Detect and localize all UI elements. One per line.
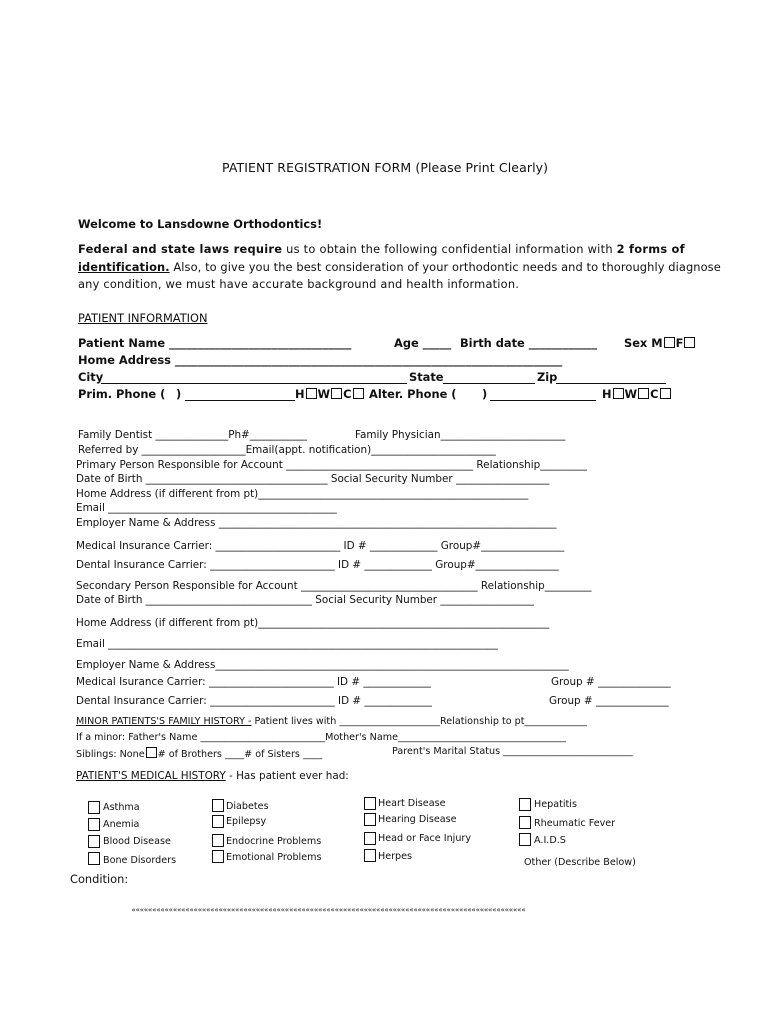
condition-line[interactable]: _««««««««««««««««««««««««««««««««««««««««««««««««««««««««««««««««««««««««««««««««««««««««««««««« [128, 906, 526, 914]
intro-line-3: any condition, we must have accurate background and health information. [78, 277, 520, 291]
epilepsy-label: Epilepsy [226, 816, 267, 827]
endocrine-problems-checkbox[interactable] [212, 834, 224, 847]
prim-h-label: H [295, 387, 305, 401]
sex-field [624, 337, 696, 349]
other-label: Other (Describe Below) [524, 857, 636, 868]
state-label: State [409, 370, 444, 384]
hepatitis-checkbox[interactable] [519, 798, 531, 811]
rheumatic-fever-label: Rheumatic Fever [534, 818, 616, 829]
alter-phone-paren: ) [482, 387, 488, 401]
medical-carrier-1-field[interactable]: Medical Insurance Carrier: ________________________ ID # _____________ Group#________________ [76, 540, 565, 552]
sex-label: Sex [624, 336, 648, 350]
age-field[interactable]: Age _____ [394, 336, 452, 350]
siblings-count-field[interactable]: # of Brothers ____# of Sisters ____ [157, 749, 323, 760]
anemia-label: Anemia [103, 819, 140, 830]
head-face-injury-label: Head or Face Injury [378, 833, 472, 844]
primary-responsible-field[interactable]: Primary Person Responsible for Account ____________________________________ Relationship_________ [76, 459, 587, 471]
emotional-problems-label: Emotional Problems [226, 852, 322, 863]
herpes-label: Herpes [378, 851, 413, 862]
home-address-field[interactable]: Home Address ____________________________________________________________________ [78, 353, 563, 367]
aids-label: A.I.D.S [534, 835, 566, 846]
herpes-checkbox[interactable] [364, 849, 376, 862]
dental-carrier-2-field[interactable]: Dental Insurance Carrier: ________________________ ID # _____________ [76, 695, 432, 707]
condition-label: Condition: [70, 872, 129, 886]
city-label: City [78, 370, 104, 384]
secondary-employer-field[interactable]: Employer Name & Address____________________________________________________________________ [76, 659, 569, 671]
siblings-line [76, 747, 322, 760]
birth-date-field[interactable]: Birth date ____________ [460, 336, 598, 350]
welcome-heading: Welcome to Lansdowne Orthodontics! [78, 217, 323, 231]
primary-email-field[interactable]: Email ____________________________________________ [76, 502, 337, 514]
blood-disease-checkbox[interactable] [88, 835, 100, 848]
parents-name-field[interactable]: If a minor: Father's Name __________________________Mother's Name___________________________________ [76, 732, 566, 743]
minor-history-heading: MINOR PATIENTS'S FAMILY HISTORY - [76, 716, 252, 727]
alter-w-label: W [624, 387, 638, 401]
intro-lead: Federal and state laws require [78, 242, 283, 256]
secondary-email-field[interactable]: Email ___________________________________________________________________________ [76, 638, 498, 650]
heart-disease-checkbox[interactable] [364, 797, 376, 810]
alter-phone-line[interactable] [490, 400, 596, 401]
prim-phone-label: Prim. Phone ( [78, 387, 166, 401]
alter-c-checkbox[interactable] [660, 388, 671, 399]
alter-c-label: C [650, 387, 659, 401]
prim-w-label: W [317, 387, 331, 401]
alter-h-label: H [602, 387, 612, 401]
zip-label: Zip [537, 370, 558, 384]
siblings-none-label: Siblings: None [76, 749, 145, 760]
hearing-disease-label: Hearing Disease [378, 814, 457, 825]
prim-c-checkbox[interactable] [353, 388, 364, 399]
sex-f-checkbox[interactable] [684, 337, 695, 348]
primary-dob-field[interactable]: Date of Birth ___________________________________ Social Security Number __________________ [76, 473, 550, 485]
prim-phone-paren: ) [176, 387, 182, 401]
prim-w-checkbox[interactable] [331, 388, 342, 399]
primary-employer-field[interactable]: Employer Name & Address _________________________________________________________________ [76, 517, 557, 529]
hearing-disease-checkbox[interactable] [364, 813, 376, 826]
medical-carrier-2-field[interactable]: Medical Isurance Carrier: ________________________ ID # _____________ [76, 676, 431, 688]
patient-info-heading: PATIENT INFORMATION [78, 311, 208, 325]
lives-with-field[interactable]: Patient lives with _____________________Relationship to pt_____________ [251, 716, 587, 727]
bone-disorders-label: Bone Disorders [103, 855, 177, 866]
alter-phone-type [602, 388, 672, 400]
family-dentist-field[interactable]: Family Dentist ______________Ph#___________ [78, 429, 307, 441]
alter-h-checkbox[interactable] [613, 388, 624, 399]
marital-status-field[interactable]: Parent's Marital Status ___________________________ [392, 746, 633, 757]
zip-line[interactable] [556, 383, 666, 384]
dental-group-2-field[interactable]: Group # ______________ [549, 695, 669, 707]
family-physician-field[interactable]: Family Physician________________________ [355, 429, 566, 441]
intro-forms: 2 forms of [616, 242, 685, 256]
blood-disease-label: Blood Disease [103, 836, 171, 847]
intro-line-2 [78, 262, 721, 273]
rheumatic-fever-checkbox[interactable] [519, 816, 531, 829]
form-title: PATIENT REGISTRATION FORM (Please Print Clearly) [222, 160, 549, 175]
referred-by-field[interactable]: Referred by ____________________Email(appt. notification)________________________ [78, 444, 496, 456]
diabetes-label: Diabetes [226, 801, 269, 812]
prim-phone-type [295, 388, 365, 400]
head-face-injury-checkbox[interactable] [364, 832, 376, 845]
siblings-none-checkbox[interactable] [146, 747, 157, 758]
intro-mid: us to obtain the following confidential information with [282, 242, 617, 256]
intro-identification: identification. [78, 260, 170, 274]
medical-history-line [76, 771, 349, 781]
epilepsy-checkbox[interactable] [212, 815, 224, 828]
prim-phone-line[interactable] [185, 400, 295, 401]
secondary-dob-field[interactable]: Date of Birth ________________________________ Social Security Number __________________ [76, 594, 534, 606]
emotional-problems-checkbox[interactable] [212, 850, 224, 863]
alter-phone-label: Alter. Phone ( [369, 387, 457, 401]
sex-f-label: F [675, 336, 684, 350]
prim-c-label: C [343, 387, 352, 401]
hepatitis-label: Hepatitis [534, 799, 577, 810]
intro-line2-rest: Also, to give you the best consideration of your orthodontic needs and to thoroughly diagnose [169, 260, 721, 274]
medical-history-subheading: - Has patient ever had: [225, 770, 349, 782]
medical-history-heading: PATIENT'S MEDICAL HISTORY [76, 770, 226, 782]
patient-name-field[interactable]: Patient Name ________________________________ [78, 336, 352, 350]
heart-disease-label: Heart Disease [378, 798, 446, 809]
endocrine-problems-label: Endocrine Problems [226, 836, 322, 847]
anemia-checkbox[interactable] [88, 818, 100, 831]
intro-line-1 [78, 244, 685, 255]
asthma-checkbox[interactable] [88, 801, 100, 814]
bone-disorders-checkbox[interactable] [88, 852, 100, 865]
state-line[interactable] [443, 383, 535, 384]
minor-history-line [76, 717, 587, 727]
diabetes-checkbox[interactable] [212, 799, 224, 812]
asthma-label: Asthma [103, 802, 140, 813]
medical-group-2-field[interactable]: Group # ______________ [551, 676, 671, 688]
sex-m-label: M [651, 336, 663, 350]
alter-w-checkbox[interactable] [638, 388, 649, 399]
primary-home-field[interactable]: Home Address (if different from pt)____________________________________________________ [76, 488, 529, 500]
prim-h-checkbox[interactable] [306, 388, 317, 399]
secondary-home-field[interactable]: Home Address (if different from pt)________________________________________________________ [76, 617, 550, 629]
city-line[interactable] [101, 383, 407, 384]
sex-m-checkbox[interactable] [664, 337, 675, 348]
aids-checkbox[interactable] [519, 833, 531, 846]
secondary-responsible-field[interactable]: Secondary Person Responsible for Account __________________________________ Relationship_________ [76, 580, 592, 592]
dental-carrier-1-field[interactable]: Dental Insurance Carrier: ________________________ ID # _____________ Group#________________ [76, 559, 559, 571]
